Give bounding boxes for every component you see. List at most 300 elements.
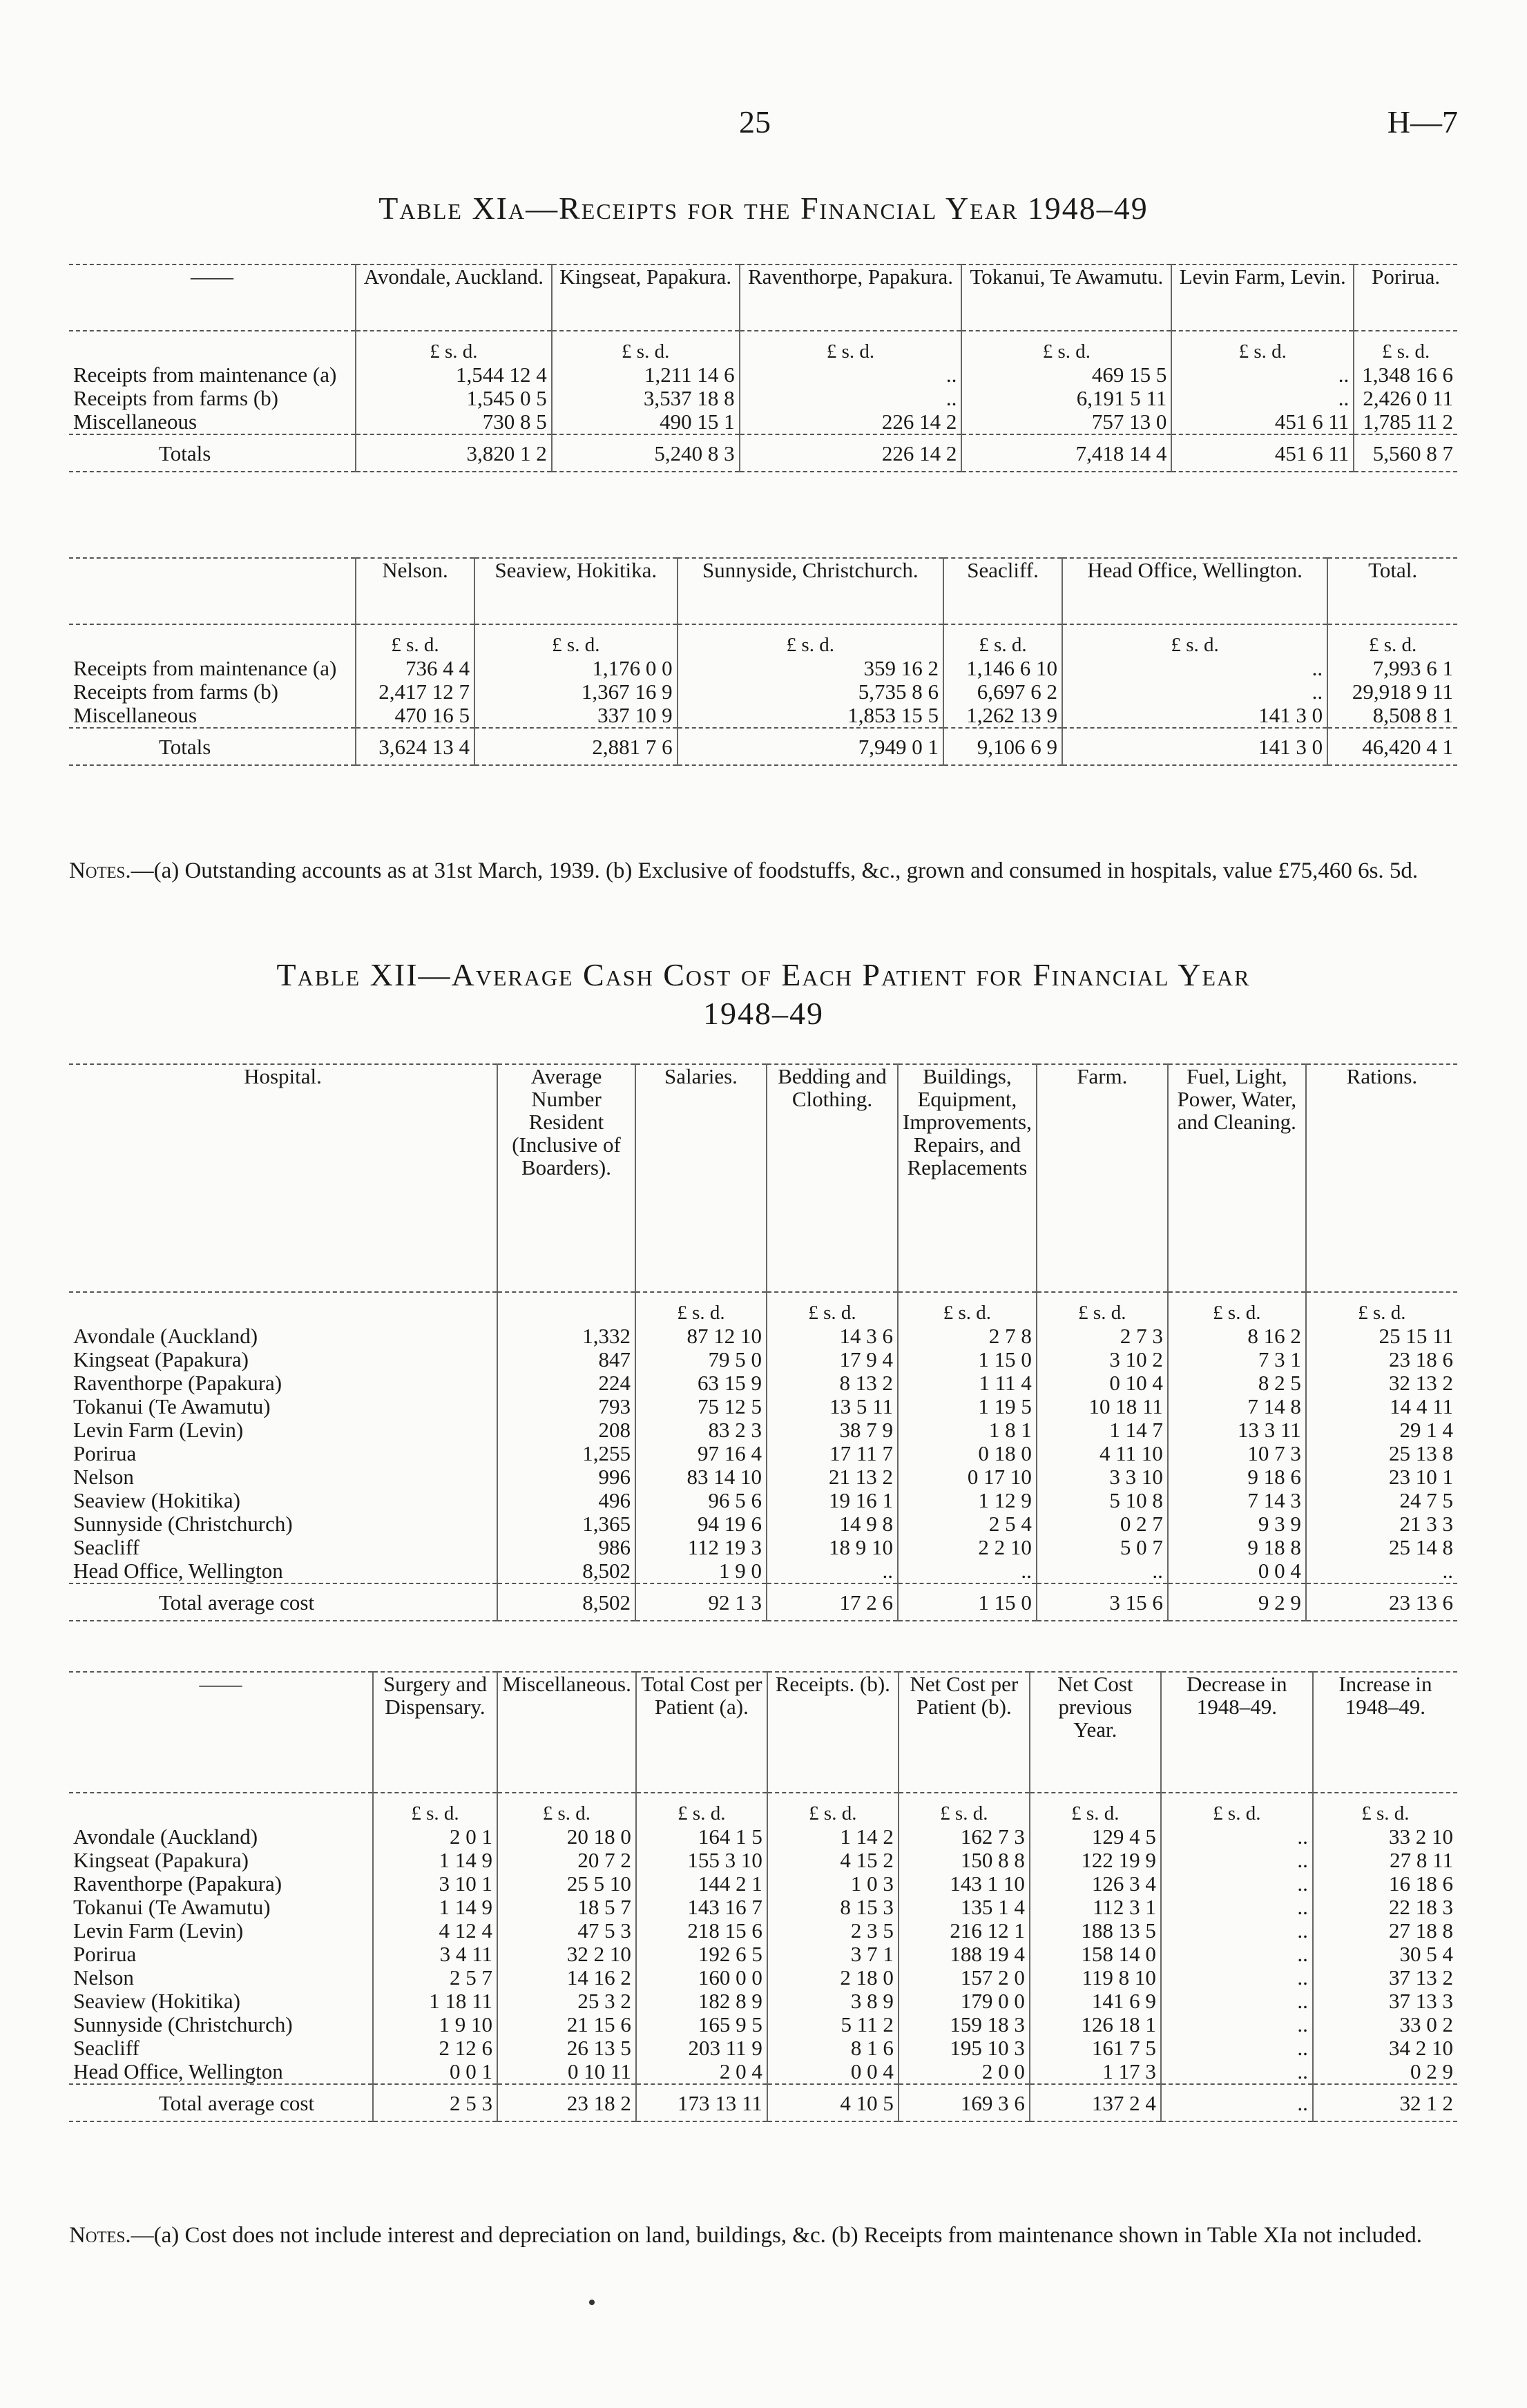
cell-value: 79 5 0: [635, 1348, 767, 1371]
cell-value: 27 18 8: [1313, 1919, 1457, 1943]
cell-value: 143 1 10: [899, 1872, 1030, 1896]
cell-value: 150 8 8: [899, 1849, 1030, 1872]
cell-value: 126 18 1: [1030, 2013, 1161, 2036]
table-row: [69, 1348, 1457, 1371]
cell-value: ..: [767, 1559, 898, 1583]
cell-value: 1 9 0: [635, 1559, 767, 1583]
cell-value: ..: [1161, 1825, 1313, 1849]
column-header: Kingseat, Papakura.: [552, 264, 740, 331]
cell-value: 126 3 4: [1030, 1872, 1161, 1896]
table-11a-part-1: [69, 264, 1457, 472]
totals-row: [69, 728, 1457, 765]
hospital-name: Seacliff: [73, 1535, 140, 1559]
table-row: [69, 1536, 1457, 1559]
cell-value: 757 13 0: [961, 410, 1171, 434]
cell-value: 1 17 3: [1030, 2060, 1161, 2084]
cell-value: 161 7 5: [1030, 2036, 1161, 2060]
units-label: £ s. d.: [961, 331, 1171, 363]
table-row: [69, 1442, 1457, 1465]
column-header: Average Number Resident (Inclusive of Boarders).: [497, 1064, 635, 1292]
cell-value: 1,211 14 6: [552, 363, 740, 387]
cell-value: 986: [497, 1536, 635, 1559]
cell-value: 2 5 3: [373, 2084, 497, 2121]
cell-value: 4 12 4: [373, 1919, 497, 1943]
cell-value: 2,417 12 7: [356, 680, 474, 704]
cell-value: 0 17 10: [898, 1465, 1037, 1489]
cell-value: 469 15 5: [961, 363, 1171, 387]
table-12-year: 1948–49: [703, 996, 824, 1031]
cell-value: 195 10 3: [899, 2036, 1030, 2060]
hospital-name: Seacliff: [73, 2036, 140, 2060]
units-label: £ s. d.: [899, 1793, 1030, 1825]
row-label: Miscellaneous: [73, 410, 198, 434]
cell-value: 3 3 10: [1037, 1465, 1168, 1489]
cell-value: 32 2 10: [497, 1943, 636, 1966]
hospital-name: Raventhorpe (Papakura): [73, 1371, 282, 1395]
cell-value: 25 3 2: [497, 1990, 636, 2013]
cell-value: ..: [1171, 363, 1354, 387]
cell-value: 4 15 2: [767, 1849, 899, 1872]
cell-value: 158 14 0: [1030, 1943, 1161, 1966]
cell-value: 173 13 11: [636, 2084, 767, 2121]
cell-value: 4 10 5: [767, 2084, 899, 2121]
units-label: £ s. d.: [1171, 331, 1354, 363]
cell-value: 730 8 5: [356, 410, 552, 434]
cell-value: 9 2 9: [1168, 1583, 1306, 1621]
cell-value: 75 12 5: [635, 1395, 767, 1418]
cell-value: ..: [1161, 1896, 1313, 1919]
cell-value: 8,508 8 1: [1327, 704, 1457, 728]
cell-value: 33 0 2: [1313, 2013, 1457, 2036]
cell-value: 137 2 4: [1030, 2084, 1161, 2121]
cell-value: 165 9 5: [636, 2013, 767, 2036]
cell-value: 122 19 9: [1030, 1849, 1161, 1872]
cell-value: 96 5 6: [635, 1489, 767, 1512]
units-spacer: [69, 624, 356, 657]
cell-value: 7,949 0 1: [678, 728, 943, 765]
units-label: £ s. d.: [1313, 1793, 1457, 1825]
cell-value: 160 0 0: [636, 1966, 767, 1990]
table-row: [69, 2013, 1457, 2036]
total-average-row: [69, 2084, 1457, 2121]
column-header: Receipts. (b).: [767, 1672, 899, 1793]
total-label: Total average cost: [159, 1590, 315, 1615]
cell-value: 23 13 6: [1306, 1583, 1457, 1621]
hospital-name: Sunnyside (Christchurch): [73, 1512, 293, 1536]
column-header: Net Cost per Patient (b).: [899, 1672, 1030, 1793]
cell-value: 1,262 13 9: [943, 704, 1062, 728]
cell-value: 22 18 3: [1313, 1896, 1457, 1919]
cell-value: 141 6 9: [1030, 1990, 1161, 2013]
cell-value: 1 15 0: [898, 1348, 1037, 1371]
cell-value: 25 13 8: [1306, 1442, 1457, 1465]
units-label: £ s. d.: [552, 331, 740, 363]
hospital-name: Tokanui (Te Awamutu): [73, 1394, 271, 1418]
cell-value: 0 0 4: [1168, 1559, 1306, 1583]
cell-value: 16 18 6: [1313, 1872, 1457, 1896]
cell-value: 2 7 3: [1037, 1325, 1168, 1348]
cell-value: 9 3 9: [1168, 1512, 1306, 1536]
cell-value: 9,106 6 9: [943, 728, 1062, 765]
stray-dot: [589, 2300, 595, 2305]
column-header: Increase in 1948–49.: [1313, 1672, 1457, 1793]
cell-value: 141 3 0: [1062, 704, 1327, 728]
cell-value: 1 12 9: [898, 1489, 1037, 1512]
cell-value: 6,191 5 11: [961, 387, 1171, 410]
cell-value: 2 0 1: [373, 1825, 497, 1849]
cell-value: 2 7 8: [898, 1325, 1037, 1348]
cell-value: 17 9 4: [767, 1348, 898, 1371]
cell-value: 7 14 8: [1168, 1395, 1306, 1418]
column-header: Avondale, Auckland.: [356, 264, 552, 331]
cell-value: 2 12 6: [373, 2036, 497, 2060]
table-row: [69, 2036, 1457, 2060]
row-label: Receipts from farms (b): [73, 386, 278, 410]
cell-value: 135 1 4: [899, 1896, 1030, 1919]
cell-value: 0 2 9: [1313, 2060, 1457, 2084]
table-row: [69, 1919, 1457, 1943]
cell-value: 3 10 2: [1037, 1348, 1168, 1371]
cell-value: 451 6 11: [1171, 410, 1354, 434]
table-row: [69, 1489, 1457, 1512]
cell-value: 0 2 7: [1037, 1512, 1168, 1536]
cell-value: 188 13 5: [1030, 1919, 1161, 1943]
cell-value: 83 14 10: [635, 1465, 767, 1489]
cell-value: 92 1 3: [635, 1583, 767, 1621]
cell-value: 226 14 2: [740, 410, 962, 434]
cell-value: 17 2 6: [767, 1583, 898, 1621]
row-label: Totals: [159, 441, 211, 465]
table-row: [69, 2060, 1457, 2084]
cell-value: 1 8 1: [898, 1418, 1037, 1442]
table-row: [69, 387, 1457, 410]
cell-value: 996: [497, 1465, 635, 1489]
table-12-part-2: [69, 1671, 1457, 2122]
cell-value: 13 5 11: [767, 1395, 898, 1418]
table-row: [69, 680, 1457, 704]
cell-value: 8 1 6: [767, 2036, 899, 2060]
cell-value: 7,993 6 1: [1327, 657, 1457, 680]
cell-value: 169 3 6: [899, 2084, 1030, 2121]
table-11a-notes: Notes.—(a) Outstanding accounts as at 31st March, 1939. (b) Exclusive of foodstuffs, &c., grown and consumed in hospitals, value £75,460 6s. 5d.: [69, 858, 1419, 883]
column-header: Seacliff.: [943, 558, 1062, 624]
cell-value: 112 3 1: [1030, 1896, 1161, 1919]
cell-value: 7 14 3: [1168, 1489, 1306, 1512]
cell-value: ..: [1161, 2084, 1313, 2121]
cell-value: 192 6 5: [636, 1943, 767, 1966]
cell-value: 23 18 2: [497, 2084, 636, 2121]
units-label: £ s. d.: [1161, 1793, 1313, 1825]
table-row: [69, 1559, 1457, 1583]
table-row: [69, 657, 1457, 680]
units-label: £ s. d.: [1030, 1793, 1161, 1825]
cell-value: 3 7 1: [767, 1943, 899, 1966]
cell-value: 451 6 11: [1171, 434, 1354, 472]
column-header: Net Cost previous Year.: [1030, 1672, 1161, 1793]
blank-header: ——: [191, 264, 233, 289]
cell-value: 1,146 6 10: [943, 657, 1062, 680]
cell-value: 8 16 2: [1168, 1325, 1306, 1348]
hospital-name: Levin Farm (Levin): [73, 1418, 244, 1442]
table-12-part-1: [69, 1063, 1457, 1621]
cell-value: 0 0 1: [373, 2060, 497, 2084]
table-row: [69, 704, 1457, 728]
cell-value: 179 0 0: [899, 1990, 1030, 2013]
cell-value: 23 18 6: [1306, 1348, 1457, 1371]
units-label: £ s. d.: [1037, 1292, 1168, 1325]
cell-value: 94 19 6: [635, 1512, 767, 1536]
row-label: Totals: [159, 735, 211, 759]
cell-value: 27 8 11: [1313, 1849, 1457, 1872]
cell-value: 1 19 5: [898, 1395, 1037, 1418]
cell-value: 470 16 5: [356, 704, 474, 728]
cell-value: 2,426 0 11: [1354, 387, 1457, 410]
cell-value: 5 11 2: [767, 2013, 899, 2036]
cell-value: 224: [497, 1371, 635, 1395]
cell-value: 20 7 2: [497, 1849, 636, 1872]
cell-value: 3 8 9: [767, 1990, 899, 2013]
cell-value: 2 18 0: [767, 1966, 899, 1990]
cell-value: 112 19 3: [635, 1536, 767, 1559]
cell-value: 5,560 8 7: [1354, 434, 1457, 472]
cell-value: ..: [1062, 657, 1327, 680]
cell-value: 208: [497, 1418, 635, 1442]
column-header: Total Cost per Patient (a).: [636, 1672, 767, 1793]
table-row: [69, 1395, 1457, 1418]
cell-value: 226 14 2: [740, 434, 962, 472]
table-row: [69, 1371, 1457, 1395]
units-label: £ s. d.: [1327, 624, 1457, 657]
units-label: £ s. d.: [767, 1292, 898, 1325]
cell-value: 23 10 1: [1306, 1465, 1457, 1489]
cell-value: 144 2 1: [636, 1872, 767, 1896]
table-12-notes: Notes.—(a) Cost does not include interest and depreciation on land, buildings, &c. (b) Receipts from maintenance shown in Table XIa not included.: [69, 2223, 1422, 2248]
cell-value: 1,348 16 6: [1354, 363, 1457, 387]
cell-value: 14 3 6: [767, 1325, 898, 1348]
cell-value: 3 10 1: [373, 1872, 497, 1896]
cell-value: 47 5 3: [497, 1919, 636, 1943]
cell-value: 18 9 10: [767, 1536, 898, 1559]
cell-value: ..: [898, 1559, 1037, 1583]
cell-value: 1 15 0: [898, 1583, 1037, 1621]
column-header: Porirua.: [1354, 264, 1457, 331]
cell-value: 1,853 15 5: [678, 704, 943, 728]
hospital-name: Levin Farm (Levin): [73, 1918, 244, 1943]
cell-value: 1,332: [497, 1325, 635, 1348]
cell-value: 7,418 14 4: [961, 434, 1171, 472]
column-header: Seaview, Hokitika.: [474, 558, 678, 624]
blank-header: [69, 558, 356, 624]
hospital-name: Avondale (Auckland): [73, 1824, 258, 1849]
row-label: Receipts from farms (b): [73, 680, 278, 704]
column-header: Farm.: [1037, 1064, 1168, 1292]
table-row: [69, 410, 1457, 434]
cell-value: ..: [1161, 2013, 1313, 2036]
column-header: Salaries.: [635, 1064, 767, 1292]
cell-value: ..: [1161, 1872, 1313, 1896]
units-label: £ s. d.: [356, 624, 474, 657]
cell-value: ..: [1037, 1559, 1168, 1583]
cell-value: 188 19 4: [899, 1943, 1030, 1966]
cell-value: 1,544 12 4: [356, 363, 552, 387]
column-header: Fuel, Light, Power, Water, and Cleaning.: [1168, 1064, 1306, 1292]
cell-value: ..: [1161, 1849, 1313, 1872]
cell-value: 2,881 7 6: [474, 728, 678, 765]
cell-value: 38 7 9: [767, 1418, 898, 1442]
cell-value: 3 4 11: [373, 1943, 497, 1966]
row-header: ——: [199, 1672, 242, 1696]
cell-value: 5,240 8 3: [552, 434, 740, 472]
cell-value: 2 0 0: [899, 2060, 1030, 2084]
units-label: £ s. d.: [943, 624, 1062, 657]
cell-value: 1 14 7: [1037, 1418, 1168, 1442]
cell-value: 20 18 0: [497, 1825, 636, 1849]
hospital-name: Avondale (Auckland): [73, 1324, 258, 1348]
cell-value: 21 3 3: [1306, 1512, 1457, 1536]
table-row: [69, 1990, 1457, 2013]
units-spacer: [497, 1292, 635, 1325]
cell-value: 141 3 0: [1062, 728, 1327, 765]
hospital-name: Nelson: [73, 1965, 134, 1990]
units-label: £ s. d.: [1168, 1292, 1306, 1325]
cell-value: 8,502: [497, 1559, 635, 1583]
cell-value: 97 16 4: [635, 1442, 767, 1465]
hospital-name: Kingseat (Papakura): [73, 1347, 249, 1371]
cell-value: 1 14 2: [767, 1825, 899, 1849]
cell-value: 19 16 1: [767, 1489, 898, 1512]
cell-value: 129 4 5: [1030, 1825, 1161, 1849]
cell-value: 1,176 0 0: [474, 657, 678, 680]
cell-value: 6,697 6 2: [943, 680, 1062, 704]
cell-value: 4 11 10: [1037, 1442, 1168, 1465]
hospital-name: Nelson: [73, 1465, 134, 1489]
cell-value: 25 14 8: [1306, 1536, 1457, 1559]
cell-value: ..: [1161, 1966, 1313, 1990]
units-spacer: [69, 1292, 497, 1325]
column-header: Surgery and Dispensary.: [373, 1672, 497, 1793]
total-average-row: [69, 1583, 1457, 1621]
cell-value: 337 10 9: [474, 704, 678, 728]
cell-value: 14 16 2: [497, 1966, 636, 1990]
cell-value: 1 18 11: [373, 1990, 497, 2013]
cell-value: 87 12 10: [635, 1325, 767, 1348]
cell-value: 1 11 4: [898, 1371, 1037, 1395]
cell-value: 34 2 10: [1313, 2036, 1457, 2060]
cell-value: 13 3 11: [1168, 1418, 1306, 1442]
hospital-name: Porirua: [73, 1441, 137, 1465]
total-label: Total average cost: [159, 2091, 315, 2115]
cell-value: 5,735 8 6: [678, 680, 943, 704]
cell-value: ..: [1171, 387, 1354, 410]
cell-value: ..: [1306, 1559, 1457, 1583]
cell-value: 216 12 1: [899, 1919, 1030, 1943]
units-label: £ s. d.: [678, 624, 943, 657]
hospital-name: Porirua: [73, 1942, 137, 1966]
cell-value: 143 16 7: [636, 1896, 767, 1919]
units-label: £ s. d.: [635, 1292, 767, 1325]
cell-value: 3,820 1 2: [356, 434, 552, 472]
cell-value: 182 8 9: [636, 1990, 767, 2013]
cell-value: 2 5 7: [373, 1966, 497, 1990]
column-header: Total.: [1327, 558, 1457, 624]
cell-value: 24 7 5: [1306, 1489, 1457, 1512]
cell-value: 3,537 18 8: [552, 387, 740, 410]
cell-value: 8 15 3: [767, 1896, 899, 1919]
cell-value: ..: [1062, 680, 1327, 704]
cell-value: 1,545 0 5: [356, 387, 552, 410]
column-header: Buildings, Equipment, Improvements, Repairs, and Replacements: [898, 1064, 1037, 1292]
cell-value: ..: [740, 363, 962, 387]
row-label: Receipts from maintenance (a): [73, 656, 337, 680]
units-label: £ s. d.: [1306, 1292, 1457, 1325]
hospital-name: Kingseat (Papakura): [73, 1848, 249, 1872]
column-header: Head Office, Wellington.: [1062, 558, 1327, 624]
table-11a-title: Table XIa—Receipts for the Financial Year 1948–49: [378, 191, 1149, 226]
row-label: Miscellaneous: [73, 703, 198, 727]
column-header: Sunnyside, Christchurch.: [678, 558, 943, 624]
cell-value: 359 16 2: [678, 657, 943, 680]
units-spacer: [69, 1793, 373, 1825]
column-header: Tokanui, Te Awamutu.: [961, 264, 1171, 331]
cell-value: 2 3 5: [767, 1919, 899, 1943]
cell-value: 3,624 13 4: [356, 728, 474, 765]
cell-value: 21 13 2: [767, 1465, 898, 1489]
cell-value: 2 0 4: [636, 2060, 767, 2084]
cell-value: 25 15 11: [1306, 1325, 1457, 1348]
column-header: Miscellaneous.: [497, 1672, 636, 1793]
column-header: Levin Farm, Levin.: [1171, 264, 1354, 331]
cell-value: 496: [497, 1489, 635, 1512]
cell-value: 2 2 10: [898, 1536, 1037, 1559]
cell-value: ..: [740, 387, 962, 410]
units-label: £ s. d.: [356, 331, 552, 363]
cell-value: 7 3 1: [1168, 1348, 1306, 1371]
column-header: Nelson.: [356, 558, 474, 624]
column-header: Raventhorpe, Papakura.: [740, 264, 962, 331]
cell-value: 490 15 1: [552, 410, 740, 434]
cell-value: 32 13 2: [1306, 1371, 1457, 1395]
cell-value: 0 0 4: [767, 2060, 899, 2084]
cell-value: ..: [1161, 1943, 1313, 1966]
table-11a-part-2: [69, 557, 1457, 766]
cell-value: 30 5 4: [1313, 1943, 1457, 1966]
cell-value: 155 3 10: [636, 1849, 767, 1872]
cell-value: 1,255: [497, 1442, 635, 1465]
cell-value: 157 2 0: [899, 1966, 1030, 1990]
cell-value: 0 18 0: [898, 1442, 1037, 1465]
units-label: £ s. d.: [1062, 624, 1327, 657]
hospital-name: Seaview (Hokitika): [73, 1488, 240, 1512]
cell-value: ..: [1161, 2060, 1313, 2084]
hospital-name: Head Office, Wellington: [73, 2059, 283, 2083]
units-label: £ s. d.: [636, 1793, 767, 1825]
table-row: [69, 1418, 1457, 1442]
cell-value: 37 13 3: [1313, 1990, 1457, 2013]
page-header: [0, 104, 1527, 152]
units-label: £ s. d.: [767, 1793, 899, 1825]
cell-value: 8 13 2: [767, 1371, 898, 1395]
cell-value: 793: [497, 1395, 635, 1418]
units-label: £ s. d.: [497, 1793, 636, 1825]
cell-value: 2 5 4: [898, 1512, 1037, 1536]
cell-value: 203 11 9: [636, 2036, 767, 2060]
table-12-title: Table XII—Average Cash Cost of Each Patient for Financial Year: [276, 957, 1251, 992]
table-row: [69, 1872, 1457, 1896]
cell-value: 1,785 11 2: [1354, 410, 1457, 434]
table-row: [69, 1849, 1457, 1872]
cell-value: 33 2 10: [1313, 1825, 1457, 1849]
column-header: Bedding and Clothing.: [767, 1064, 898, 1292]
